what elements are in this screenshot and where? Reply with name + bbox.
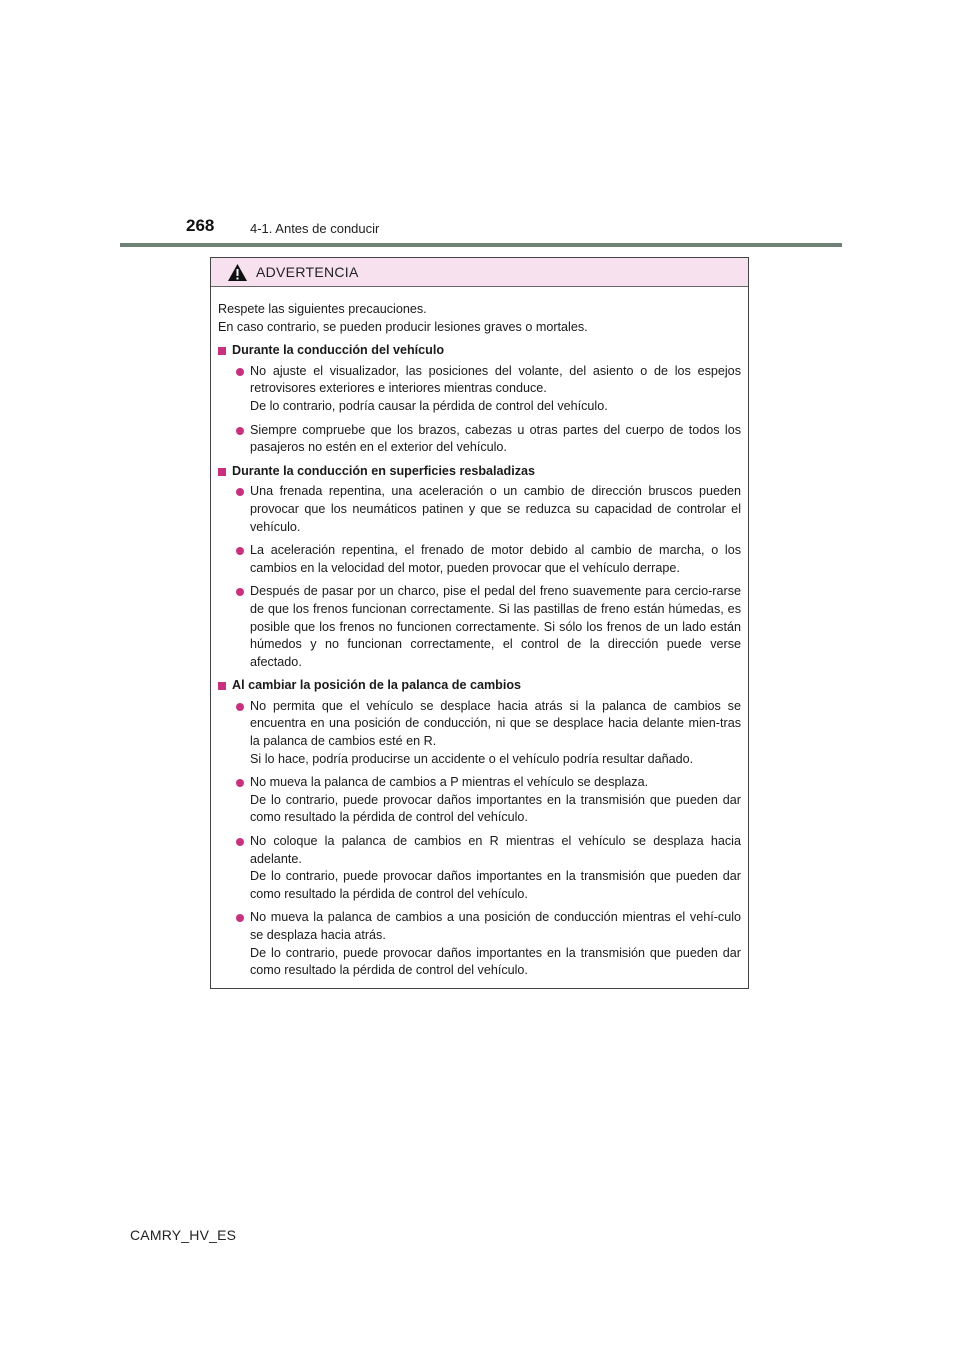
bullet-text (250, 363, 741, 416)
warning-body (211, 287, 748, 980)
round-bullet-icon (236, 368, 244, 376)
list-item (218, 542, 741, 577)
subsection-heading (218, 677, 741, 695)
subsection-driving (218, 342, 741, 457)
warning-title: ADVERTENCIA (256, 264, 359, 280)
bullet-paragraph: De lo contrario, puede provocar daños importantes en la transmisión que pueden dar como resultado la pérdida de control del vehículo. (250, 945, 741, 978)
bullet-paragraph: De lo contrario, podría causar la pérdida de control del vehículo. (250, 398, 608, 413)
subsection-heading-text: Durante la conducción en superficies resbaladizas (232, 463, 536, 478)
bullet-paragraph: No ajuste el visualizador, las posiciones del volante, del asiento o de los espejos retrovisores exteriores e interiores mientras conduce. (250, 363, 741, 396)
subsection-heading-text: Durante la conducción del vehículo (232, 343, 445, 358)
intro-line: En caso contrario, se pueden producir lesiones graves o mortales. (218, 319, 588, 334)
bullet-text (250, 583, 741, 671)
bullet-text (250, 542, 741, 577)
bullet-paragraph: Una frenada repentina, una aceleración o un cambio de dirección bruscos pueden provocar que los neumáticos patinen y que se reduzca su capacidad de controlar el vehículo. (250, 484, 741, 534)
round-bullet-icon (236, 588, 244, 596)
list-item (218, 363, 741, 416)
page-number: 268 (186, 216, 215, 235)
section-title: 4-1. Antes de conducir (250, 221, 380, 236)
bullet-list (218, 483, 741, 671)
warning-triangle-icon (227, 263, 248, 282)
round-bullet-icon (236, 914, 244, 922)
bullet-paragraph: No permita que el vehículo se desplace hacia atrás si la palanca de cambios se encuentra en una posición de conducción, ni que se desplace hacia delante mien-tras la palanca de cambios esté en R. (250, 698, 741, 749)
bullet-paragraph: Si lo hace, podría producirse un accidente o el vehículo podría resultar dañado. (250, 751, 694, 766)
bullet-text (250, 833, 741, 903)
bullet-paragraph: Después de pasar por un charco, pise el pedal del freno suavemente para cercio-rarse de que los frenos funcionan correctamente. Si las pastillas de freno están húmedas, es posible que los frenos no funcionen correctamente. Si sólo los frenos de un lado están húmedos y no funcionan correctamente, el control de la dirección puede verse afectado. (250, 584, 741, 669)
round-bullet-icon (236, 427, 244, 435)
bullet-text (250, 422, 741, 457)
intro-line: Respete las siguientes precauciones. (218, 302, 427, 316)
list-item (218, 483, 741, 536)
list-item (218, 909, 741, 979)
intro-block (218, 301, 741, 336)
round-bullet-icon (236, 779, 244, 787)
list-item (218, 698, 741, 768)
subsection-heading (218, 463, 741, 481)
subsection-heading-text: Al cambiar la posición de la palanca de cambios (232, 678, 522, 693)
subsection-shift-lever (218, 677, 741, 980)
bullet-paragraph: No mueva la palanca de cambios a P mientras el vehículo se desplaza. (250, 775, 649, 790)
bullet-paragraph: No coloque la palanca de cambios en R mientras el vehículo se desplaza hacia adelante. (250, 834, 741, 866)
bullet-paragraph: De lo contrario, puede provocar daños importantes en la transmisión que pueden dar como resultado la pérdida de control del vehículo. (250, 869, 741, 901)
bullet-text (250, 909, 741, 979)
bullet-text (250, 483, 741, 536)
bullet-text (250, 774, 741, 827)
warning-box (210, 257, 749, 989)
round-bullet-icon (236, 547, 244, 555)
round-bullet-icon (236, 703, 244, 711)
square-bullet-icon (218, 468, 226, 476)
header-rule (120, 243, 842, 247)
bullet-list (218, 363, 741, 457)
bullet-paragraph: La aceleración repentina, el frenado de motor debido al cambio de marcha, o los cambios en la velocidad del motor, pueden provocar que el vehículo derrape. (250, 543, 741, 575)
subsection-heading (218, 342, 741, 360)
bullet-paragraph: De lo contrario, puede provocar daños importantes en la transmisión que pueden dar como resultado la pérdida de control del vehículo. (250, 792, 741, 825)
warning-header (211, 258, 748, 287)
list-item (218, 774, 741, 827)
subsection-slippery-surfaces (218, 463, 741, 672)
bullet-list (218, 698, 741, 980)
square-bullet-icon (218, 347, 226, 355)
list-item (218, 583, 741, 671)
round-bullet-icon (236, 488, 244, 496)
round-bullet-icon (236, 838, 244, 846)
bullet-paragraph: Siempre compruebe que los brazos, cabezas u otras partes del cuerpo de todos los pasajeros no estén en el exterior del vehículo. (250, 422, 741, 455)
bullet-text (250, 698, 741, 768)
document-code: CAMRY_HV_ES (130, 1227, 237, 1243)
list-item (218, 422, 741, 457)
square-bullet-icon (218, 682, 226, 690)
bullet-paragraph: No mueva la palanca de cambios a una posición de conducción mientras el vehí-culo se desplaza hacia atrás. (250, 910, 741, 942)
list-item (218, 833, 741, 903)
